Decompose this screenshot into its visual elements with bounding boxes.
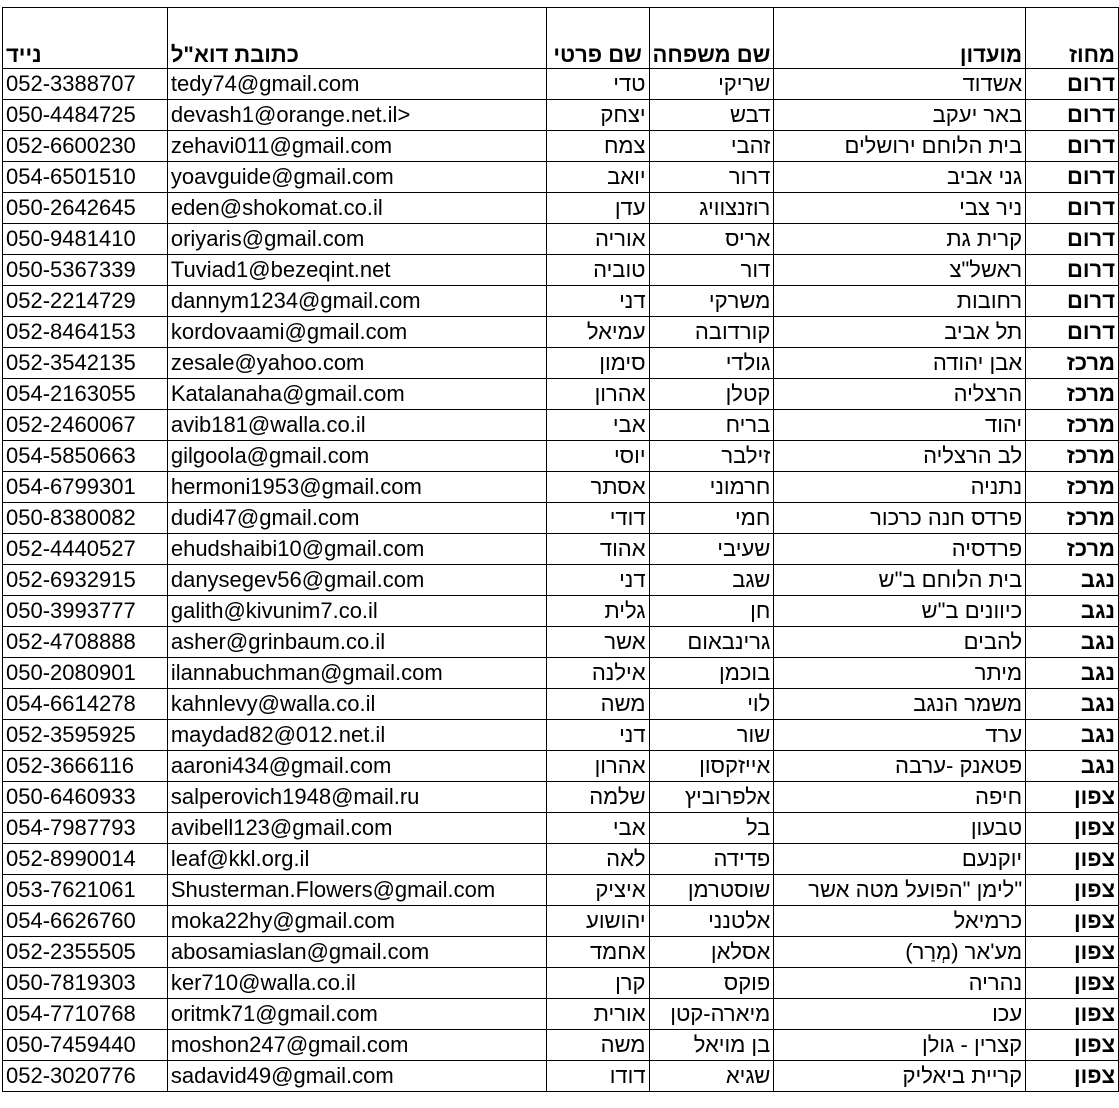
cell-first-name[interactable]: יצחק <box>546 100 649 131</box>
cell-district[interactable]: נגב <box>1026 751 1119 782</box>
table-row <box>3 906 1119 937</box>
cell-club[interactable]: בית הלוחם ב"ש <box>774 565 1026 596</box>
table-row <box>3 441 1119 472</box>
cell-district[interactable]: צפון <box>1026 1030 1119 1061</box>
cell-email[interactable]: oritmk71@gmail.com <box>167 999 546 1030</box>
cell-last-name[interactable]: דור <box>649 255 774 286</box>
cell-district[interactable]: צפון <box>1026 875 1119 906</box>
cell-club[interactable]: פרדס חנה כרכור <box>774 503 1026 534</box>
cell-email[interactable]: yoavguide@gmail.com <box>167 162 546 193</box>
cell-first-name[interactable]: אהרון <box>546 379 649 410</box>
cell-first-name[interactable]: סימון <box>546 348 649 379</box>
cell-district[interactable]: דרום <box>1026 100 1119 131</box>
cell-district[interactable]: מרכז <box>1026 472 1119 503</box>
cell-club[interactable]: תל אביב <box>774 317 1026 348</box>
cell-district[interactable]: דרום <box>1026 286 1119 317</box>
table-row <box>3 131 1119 162</box>
table-row <box>3 999 1119 1030</box>
cell-first-name[interactable]: טוביה <box>546 255 649 286</box>
cell-email[interactable]: devash1@orange.net.il> <box>167 100 546 131</box>
cell-district[interactable]: מרכז <box>1026 441 1119 472</box>
table-row <box>3 782 1119 813</box>
cell-email[interactable]: sadavid49@gmail.com <box>167 1061 546 1092</box>
cell-phone[interactable]: 054-6501510 <box>3 162 168 193</box>
cell-district[interactable]: נגב <box>1026 658 1119 689</box>
table-row <box>3 751 1119 782</box>
cell-club[interactable]: משמר הנגב <box>774 689 1026 720</box>
cell-district[interactable]: מרכז <box>1026 534 1119 565</box>
header-last-name[interactable]: שם משפחה <box>649 8 774 69</box>
cell-district[interactable]: דרום <box>1026 255 1119 286</box>
cell-club[interactable]: כרמיאל <box>774 906 1026 937</box>
cell-email[interactable]: Shusterman.Flowers@gmail.com <box>167 875 546 906</box>
cell-club[interactable]: להבים <box>774 627 1026 658</box>
cell-phone[interactable]: 050-6460933 <box>3 782 168 813</box>
cell-club[interactable]: יהוד <box>774 410 1026 441</box>
cell-phone[interactable]: 052-2214729 <box>3 286 168 317</box>
cell-first-name[interactable]: יהושוע <box>546 906 649 937</box>
cell-phone[interactable]: 054-2163055 <box>3 379 168 410</box>
cell-district[interactable]: מרכז <box>1026 348 1119 379</box>
cell-last-name[interactable]: בריח <box>649 410 774 441</box>
cell-email[interactable]: kordovaami@gmail.com <box>167 317 546 348</box>
cell-first-name[interactable]: אשר <box>546 627 649 658</box>
cell-last-name[interactable]: דרור <box>649 162 774 193</box>
cell-phone[interactable]: 052-6932915 <box>3 565 168 596</box>
cell-email[interactable]: avibell123@gmail.com <box>167 813 546 844</box>
cell-club[interactable]: ניר צבי <box>774 193 1026 224</box>
header-email[interactable]: כתובת דוא"ל <box>167 8 546 69</box>
cell-club[interactable]: בית הלוחם ירושלים <box>774 131 1026 162</box>
cell-club[interactable]: קרית גת <box>774 224 1026 255</box>
cell-last-name[interactable]: פדידה <box>649 844 774 875</box>
cell-last-name[interactable]: שעיבי <box>649 534 774 565</box>
cell-district[interactable]: דרום <box>1026 131 1119 162</box>
header-club[interactable]: מועדון <box>774 8 1026 69</box>
table-row <box>3 379 1119 410</box>
cell-district[interactable]: צפון <box>1026 968 1119 999</box>
cell-phone[interactable]: 052-2460067 <box>3 410 168 441</box>
table-row <box>3 286 1119 317</box>
contacts-table <box>2 7 1119 1092</box>
cell-last-name[interactable]: זילבר <box>649 441 774 472</box>
cell-email[interactable]: zesale@yahoo.com <box>167 348 546 379</box>
cell-district[interactable]: נגב <box>1026 596 1119 627</box>
cell-last-name[interactable]: רוזנצוויג <box>649 193 774 224</box>
table-row <box>3 596 1119 627</box>
cell-last-name[interactable]: אלפרוביץ <box>649 782 774 813</box>
cell-first-name[interactable]: אהרון <box>546 751 649 782</box>
cell-district[interactable]: דרום <box>1026 69 1119 100</box>
table-row <box>3 348 1119 379</box>
cell-email[interactable]: gilgoola@gmail.com <box>167 441 546 472</box>
cell-last-name[interactable]: לוי <box>649 689 774 720</box>
cell-phone[interactable]: 052-2355505 <box>3 937 168 968</box>
cell-club[interactable]: נהריה <box>774 968 1026 999</box>
cell-phone[interactable]: 054-6799301 <box>3 472 168 503</box>
cell-club[interactable]: לב הרצליה <box>774 441 1026 472</box>
table-row <box>3 69 1119 100</box>
cell-last-name[interactable]: בן מויאל <box>649 1030 774 1061</box>
cell-email[interactable]: zehavi011@gmail.com <box>167 131 546 162</box>
cell-first-name[interactable]: טדי <box>546 69 649 100</box>
table-row <box>3 317 1119 348</box>
cell-email[interactable]: Katalanaha@gmail.com <box>167 379 546 410</box>
cell-club[interactable]: עכו <box>774 999 1026 1030</box>
cell-last-name[interactable]: חמי <box>649 503 774 534</box>
cell-club[interactable]: מע'אר (מְרַר) <box>774 937 1026 968</box>
cell-phone[interactable]: 054-6626760 <box>3 906 168 937</box>
cell-last-name[interactable]: קטלן <box>649 379 774 410</box>
cell-first-name[interactable]: דודו <box>546 1061 649 1092</box>
cell-email[interactable]: oriyaris@gmail.com <box>167 224 546 255</box>
cell-first-name[interactable]: גלית <box>546 596 649 627</box>
cell-phone[interactable]: 050-7819303 <box>3 968 168 999</box>
cell-phone[interactable]: 052-6600230 <box>3 131 168 162</box>
header-phone[interactable]: נייד <box>3 8 168 69</box>
cell-email[interactable]: salperovich1948@mail.ru <box>167 782 546 813</box>
cell-club[interactable]: טבעון <box>774 813 1026 844</box>
cell-phone[interactable]: 050-2080901 <box>3 658 168 689</box>
cell-last-name[interactable]: שריקי <box>649 69 774 100</box>
table-row <box>3 534 1119 565</box>
table-header <box>3 8 1119 69</box>
cell-phone[interactable]: 054-7987793 <box>3 813 168 844</box>
cell-district[interactable]: צפון <box>1026 844 1119 875</box>
cell-district[interactable]: נגב <box>1026 565 1119 596</box>
cell-phone[interactable]: 050-2642645 <box>3 193 168 224</box>
table-row <box>3 224 1119 255</box>
cell-first-name[interactable]: אחמד <box>546 937 649 968</box>
cell-club[interactable]: קצרין - גולן <box>774 1030 1026 1061</box>
cell-email[interactable]: ehudshaibi10@gmail.com <box>167 534 546 565</box>
cell-first-name[interactable]: אבי <box>546 410 649 441</box>
cell-first-name[interactable]: דודי <box>546 503 649 534</box>
cell-first-name[interactable]: דני <box>546 565 649 596</box>
cell-district[interactable]: נגב <box>1026 720 1119 751</box>
cell-club[interactable]: ערד <box>774 720 1026 751</box>
cell-last-name[interactable]: בוכמן <box>649 658 774 689</box>
cell-district[interactable]: נגב <box>1026 627 1119 658</box>
cell-email[interactable]: abosamiaslan@gmail.com <box>167 937 546 968</box>
cell-club[interactable]: אבן יהודה <box>774 348 1026 379</box>
cell-last-name[interactable]: שוסטרמן <box>649 875 774 906</box>
cell-email[interactable]: dudi47@gmail.com <box>167 503 546 534</box>
cell-phone[interactable]: 050-5367339 <box>3 255 168 286</box>
cell-last-name[interactable]: שגיא <box>649 1061 774 1092</box>
cell-first-name[interactable]: אורית <box>546 999 649 1030</box>
cell-email[interactable]: moshon247@gmail.com <box>167 1030 546 1061</box>
cell-email[interactable]: danysegev56@gmail.com <box>167 565 546 596</box>
cell-first-name[interactable]: דני <box>546 286 649 317</box>
cell-last-name[interactable]: קורדובה <box>649 317 774 348</box>
table-row <box>3 162 1119 193</box>
cell-last-name[interactable]: אריס <box>649 224 774 255</box>
cell-district[interactable]: צפון <box>1026 906 1119 937</box>
cell-first-name[interactable]: עדן <box>546 193 649 224</box>
cell-phone[interactable]: 053-7621061 <box>3 875 168 906</box>
cell-email[interactable]: kahnlevy@walla.co.il <box>167 689 546 720</box>
cell-last-name[interactable]: גולדי <box>649 348 774 379</box>
cell-club[interactable]: כיוונים ב"ש <box>774 596 1026 627</box>
cell-first-name[interactable]: קרן <box>546 968 649 999</box>
cell-club[interactable]: רחובות <box>774 286 1026 317</box>
cell-club[interactable]: חיפה <box>774 782 1026 813</box>
cell-phone[interactable]: 050-9481410 <box>3 224 168 255</box>
cell-district[interactable]: דרום <box>1026 317 1119 348</box>
header-first-name[interactable]: שם פרטי <box>546 8 649 69</box>
cell-last-name[interactable]: בל <box>649 813 774 844</box>
table-row <box>3 472 1119 503</box>
cell-district[interactable]: נגב <box>1026 689 1119 720</box>
table-row <box>3 193 1119 224</box>
cell-first-name[interactable]: אהוד <box>546 534 649 565</box>
cell-first-name[interactable]: יוסי <box>546 441 649 472</box>
table-row <box>3 410 1119 441</box>
cell-first-name[interactable]: משה <box>546 1030 649 1061</box>
table-row <box>3 255 1119 286</box>
cell-club[interactable]: פרדסיה <box>774 534 1026 565</box>
cell-district[interactable]: צפון <box>1026 937 1119 968</box>
cell-first-name[interactable]: דני <box>546 720 649 751</box>
cell-email[interactable]: ker710@walla.co.il <box>167 968 546 999</box>
cell-phone[interactable]: 054-6614278 <box>3 689 168 720</box>
table-row <box>3 875 1119 906</box>
cell-district[interactable]: מרכז <box>1026 379 1119 410</box>
cell-club[interactable]: הרצליה <box>774 379 1026 410</box>
cell-first-name[interactable]: אבי <box>546 813 649 844</box>
table-row <box>3 813 1119 844</box>
cell-district[interactable]: צפון <box>1026 782 1119 813</box>
cell-email[interactable]: leaf@kkl.org.il <box>167 844 546 875</box>
table-row <box>3 100 1119 131</box>
cell-email[interactable]: Tuviad1@bezeqint.net <box>167 255 546 286</box>
cell-last-name[interactable]: משרקי <box>649 286 774 317</box>
cell-last-name[interactable]: דבש <box>649 100 774 131</box>
cell-phone[interactable]: 052-3666116 <box>3 751 168 782</box>
table-row <box>3 627 1119 658</box>
cell-last-name[interactable]: אסלאן <box>649 937 774 968</box>
cell-club[interactable]: נתניה <box>774 472 1026 503</box>
cell-phone[interactable]: 054-5850663 <box>3 441 168 472</box>
cell-phone[interactable]: 052-8990014 <box>3 844 168 875</box>
cell-club[interactable]: "לימן "הפועל מטה אשר <box>774 875 1026 906</box>
table-row <box>3 720 1119 751</box>
table-row <box>3 565 1119 596</box>
cell-club[interactable]: גני אביב <box>774 162 1026 193</box>
cell-district[interactable]: דרום <box>1026 224 1119 255</box>
cell-district[interactable]: מרכז <box>1026 503 1119 534</box>
cell-phone[interactable]: 050-8380082 <box>3 503 168 534</box>
cell-email[interactable]: ilannabuchman@gmail.com <box>167 658 546 689</box>
header-row <box>3 8 1119 69</box>
cell-district[interactable]: צפון <box>1026 1061 1119 1092</box>
cell-district[interactable]: צפון <box>1026 999 1119 1030</box>
cell-first-name[interactable]: אסתר <box>546 472 649 503</box>
cell-email[interactable]: dannym1234@gmail.com <box>167 286 546 317</box>
cell-last-name[interactable]: שור <box>649 720 774 751</box>
cell-first-name[interactable]: אוריה <box>546 224 649 255</box>
cell-first-name[interactable]: צמח <box>546 131 649 162</box>
cell-phone[interactable]: 052-8464153 <box>3 317 168 348</box>
table-row <box>3 689 1119 720</box>
cell-phone[interactable]: 052-3020776 <box>3 1061 168 1092</box>
cell-club[interactable]: ראשל"צ <box>774 255 1026 286</box>
cell-last-name[interactable]: חן <box>649 596 774 627</box>
cell-last-name[interactable]: מיארה-קטן <box>649 999 774 1030</box>
cell-club[interactable]: אשדוד <box>774 69 1026 100</box>
cell-email[interactable]: aaroni434@gmail.com <box>167 751 546 782</box>
cell-first-name[interactable]: אילנה <box>546 658 649 689</box>
cell-phone[interactable]: 054-7710768 <box>3 999 168 1030</box>
cell-email[interactable]: moka22hy@gmail.com <box>167 906 546 937</box>
cell-club[interactable]: יוקנעם <box>774 844 1026 875</box>
cell-email[interactable]: maydad82@012.net.il <box>167 720 546 751</box>
table-row <box>3 937 1119 968</box>
table-row <box>3 844 1119 875</box>
cell-phone[interactable]: 050-4484725 <box>3 100 168 131</box>
cell-first-name[interactable]: שלמה <box>546 782 649 813</box>
cell-club[interactable]: באר יעקב <box>774 100 1026 131</box>
cell-last-name[interactable]: אלטנני <box>649 906 774 937</box>
cell-club[interactable]: קריית ביאליק <box>774 1061 1026 1092</box>
cell-phone[interactable]: 052-3542135 <box>3 348 168 379</box>
cell-phone[interactable]: 052-3388707 <box>3 69 168 100</box>
cell-phone[interactable]: 050-7459440 <box>3 1030 168 1061</box>
cell-email[interactable]: galith@kivunim7.co.il <box>167 596 546 627</box>
header-district[interactable]: מחוז <box>1026 8 1119 69</box>
cell-club[interactable]: מיתר <box>774 658 1026 689</box>
table-row <box>3 968 1119 999</box>
cell-first-name[interactable]: לאה <box>546 844 649 875</box>
table-row <box>3 658 1119 689</box>
cell-email[interactable]: tedy74@gmail.com <box>167 69 546 100</box>
table-row <box>3 503 1119 534</box>
cell-district[interactable]: מרכז <box>1026 410 1119 441</box>
cell-phone[interactable]: 050-3993777 <box>3 596 168 627</box>
cell-email[interactable]: asher@grinbaum.co.il <box>167 627 546 658</box>
cell-phone[interactable]: 052-4708888 <box>3 627 168 658</box>
cell-last-name[interactable]: אייזקסון <box>649 751 774 782</box>
table-row <box>3 1030 1119 1061</box>
cell-last-name[interactable]: גרינבאום <box>649 627 774 658</box>
cell-district[interactable]: צפון <box>1026 813 1119 844</box>
table-row <box>3 1061 1119 1092</box>
cell-district[interactable]: דרום <box>1026 193 1119 224</box>
cell-email[interactable]: eden@shokomat.co.il <box>167 193 546 224</box>
cell-first-name[interactable]: משה <box>546 689 649 720</box>
table-body <box>3 69 1119 1092</box>
cell-district[interactable]: דרום <box>1026 162 1119 193</box>
cell-email[interactable]: avib181@walla.co.il <box>167 410 546 441</box>
cell-email[interactable]: hermoni1953@gmail.com <box>167 472 546 503</box>
cell-first-name[interactable]: יואב <box>546 162 649 193</box>
cell-phone[interactable]: 052-3595925 <box>3 720 168 751</box>
cell-first-name[interactable]: עמיאל <box>546 317 649 348</box>
cell-first-name[interactable]: איציק <box>546 875 649 906</box>
cell-phone[interactable]: 052-4440527 <box>3 534 168 565</box>
cell-last-name[interactable]: פוקס <box>649 968 774 999</box>
cell-last-name[interactable]: זהבי <box>649 131 774 162</box>
cell-last-name[interactable]: חרמוני <box>649 472 774 503</box>
cell-last-name[interactable]: שגב <box>649 565 774 596</box>
cell-club[interactable]: פטאנק -ערבה <box>774 751 1026 782</box>
